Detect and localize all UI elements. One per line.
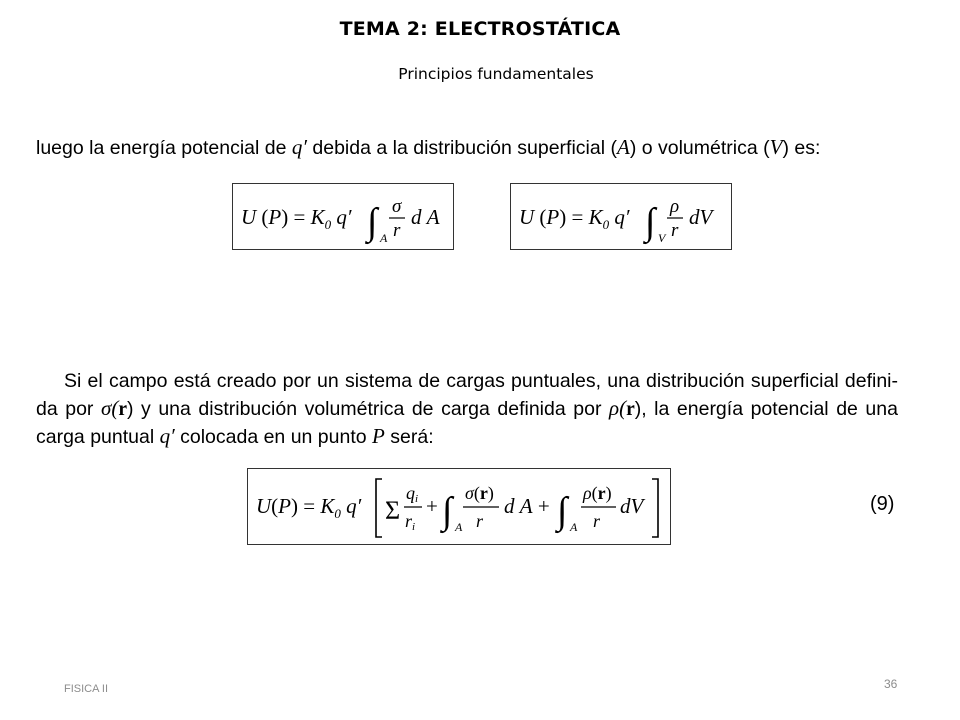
svg-text:σ(r): σ(r) xyxy=(465,483,494,503)
svg-text:ρ: ρ xyxy=(670,196,680,217)
equation-surface xyxy=(232,183,454,250)
slide-title: TEMA 2: ELECTROSTÁTICA xyxy=(339,18,621,40)
svg-text:∫: ∫ xyxy=(442,490,453,532)
svg-text:σ: σ xyxy=(392,196,402,217)
footer-course: FISICA II xyxy=(64,683,109,695)
svg-text:qi: qi xyxy=(406,483,419,505)
equation-general xyxy=(247,468,671,545)
svg-text:U (P) = K0 q′: U $(P) = K_0$ q′ xyxy=(241,205,352,232)
svg-text:d A: d A xyxy=(411,205,440,229)
equation-volume xyxy=(510,183,732,250)
svg-text:A: A xyxy=(380,231,388,245)
svg-text:U (P) = K0 q′: U $(P) = K_0$ q′ xyxy=(519,205,630,232)
svg-text:r: r xyxy=(671,220,679,241)
intro-text: luego la energía potencial de q′ debida a la distribución superficial (A) o volumétrica (V) es: xyxy=(36,135,821,159)
svg-text:ri: ri xyxy=(405,511,416,533)
svg-text:A: A xyxy=(455,520,463,534)
paragraph-text: Si el campo está creado por un sistema de cargas puntuales, una distribución superficial defini-da por σ(r) y una distribución volumétrica de carga definida por ρ(r), la energía potencial de una carga puntual q′ colocada en un punto P será: xyxy=(36,370,898,448)
svg-text:r: r xyxy=(393,220,401,241)
svg-text:ρ(r): ρ(r) xyxy=(583,483,612,503)
svg-text:A: A xyxy=(570,520,578,534)
svg-text:∫: ∫ xyxy=(367,201,378,243)
svg-text:∫: ∫ xyxy=(557,490,568,532)
svg-text:dV: dV xyxy=(620,494,644,518)
svg-text:r: r xyxy=(476,511,484,531)
svg-text:U(P) = K0 q′: $U(P) = K_0$ q′ xyxy=(256,494,362,521)
slide-subtitle: Principios fundamentales xyxy=(398,65,594,83)
svg-text:d A +: d A + xyxy=(504,494,550,518)
svg-text:r: r xyxy=(593,511,601,531)
page-number: 36 xyxy=(884,677,898,691)
svg-text:∫: ∫ xyxy=(645,201,656,243)
svg-text:Σ: Σ xyxy=(385,496,401,525)
svg-text:+: + xyxy=(426,494,438,518)
equation-number: (9) xyxy=(870,493,895,515)
svg-text:V: V xyxy=(658,231,666,245)
svg-text:dV: dV xyxy=(689,205,713,229)
